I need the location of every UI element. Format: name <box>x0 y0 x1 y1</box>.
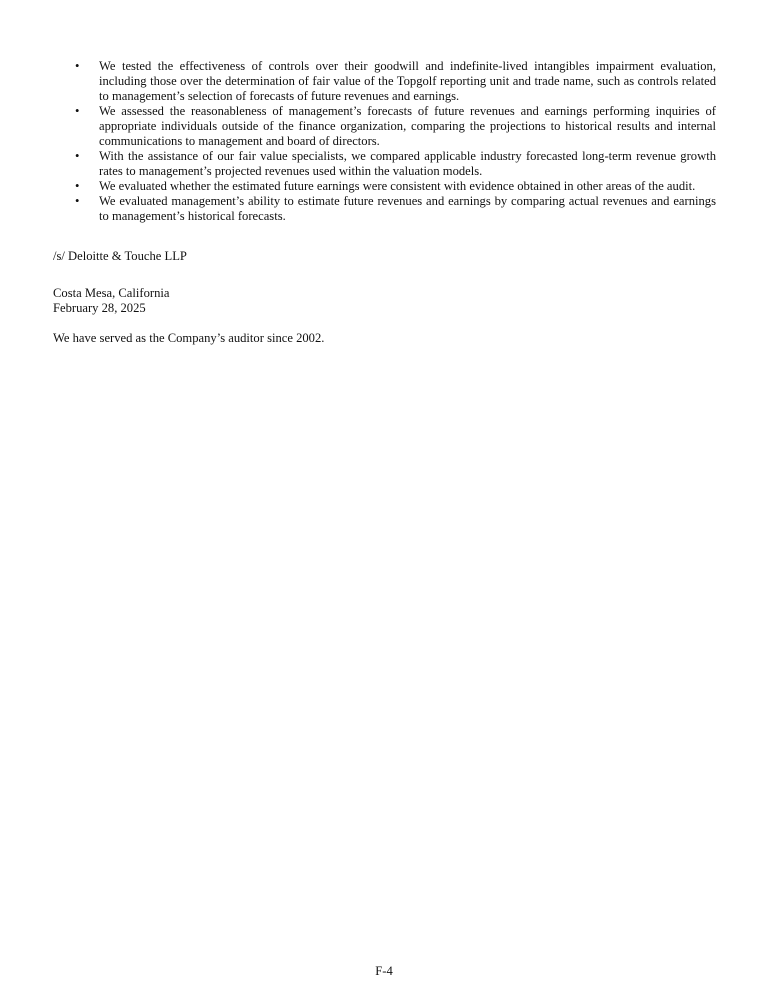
signature: /s/ Deloitte & Touche LLP <box>53 249 187 263</box>
list-item-text: We evaluated management’s ability to estimate future revenues and earnings by comparing actual revenues and earnings to management’s historical forecasts. <box>99 194 716 223</box>
bullet-icon: • <box>75 104 80 118</box>
list-item <box>0 194 716 224</box>
bullet-icon: • <box>75 59 80 73</box>
list-item <box>0 104 716 149</box>
location: Costa Mesa, California <box>53 286 170 300</box>
page-number: F-4 <box>375 964 393 978</box>
list-item <box>0 179 716 194</box>
report-date: February 28, 2025 <box>53 301 146 315</box>
auditor-tenure: We have served as the Company’s auditor since 2002. <box>53 331 325 345</box>
list-item <box>0 149 716 179</box>
list-item-text: We tested the effectiveness of controls over their goodwill and indefinite-lived intangibles impairment evaluation, including those over the determination of fair value of the Topgolf reporting unit and trade name, such as controls related to management’s selection of forecasts of future revenues and earnings. <box>99 59 716 103</box>
audit-procedures-list <box>0 59 768 224</box>
list-item-text: We assessed the reasonableness of management’s forecasts of future revenues and earnings performing inquiries of appropriate individuals outside of the finance organization, comparing the projections to historical results and internal communications to management and board of directors. <box>99 104 716 148</box>
bullet-icon: • <box>75 194 80 208</box>
bullet-icon: • <box>75 149 80 163</box>
bullet-icon: • <box>75 179 80 193</box>
list-item-text: We evaluated whether the estimated future earnings were consistent with evidence obtained in other areas of the audit. <box>99 179 696 193</box>
list-item-text: With the assistance of our fair value specialists, we compared applicable industry forecasted long-term revenue growth rates to management’s projected revenues used within the valuation models. <box>99 149 716 178</box>
list-item <box>0 59 716 104</box>
